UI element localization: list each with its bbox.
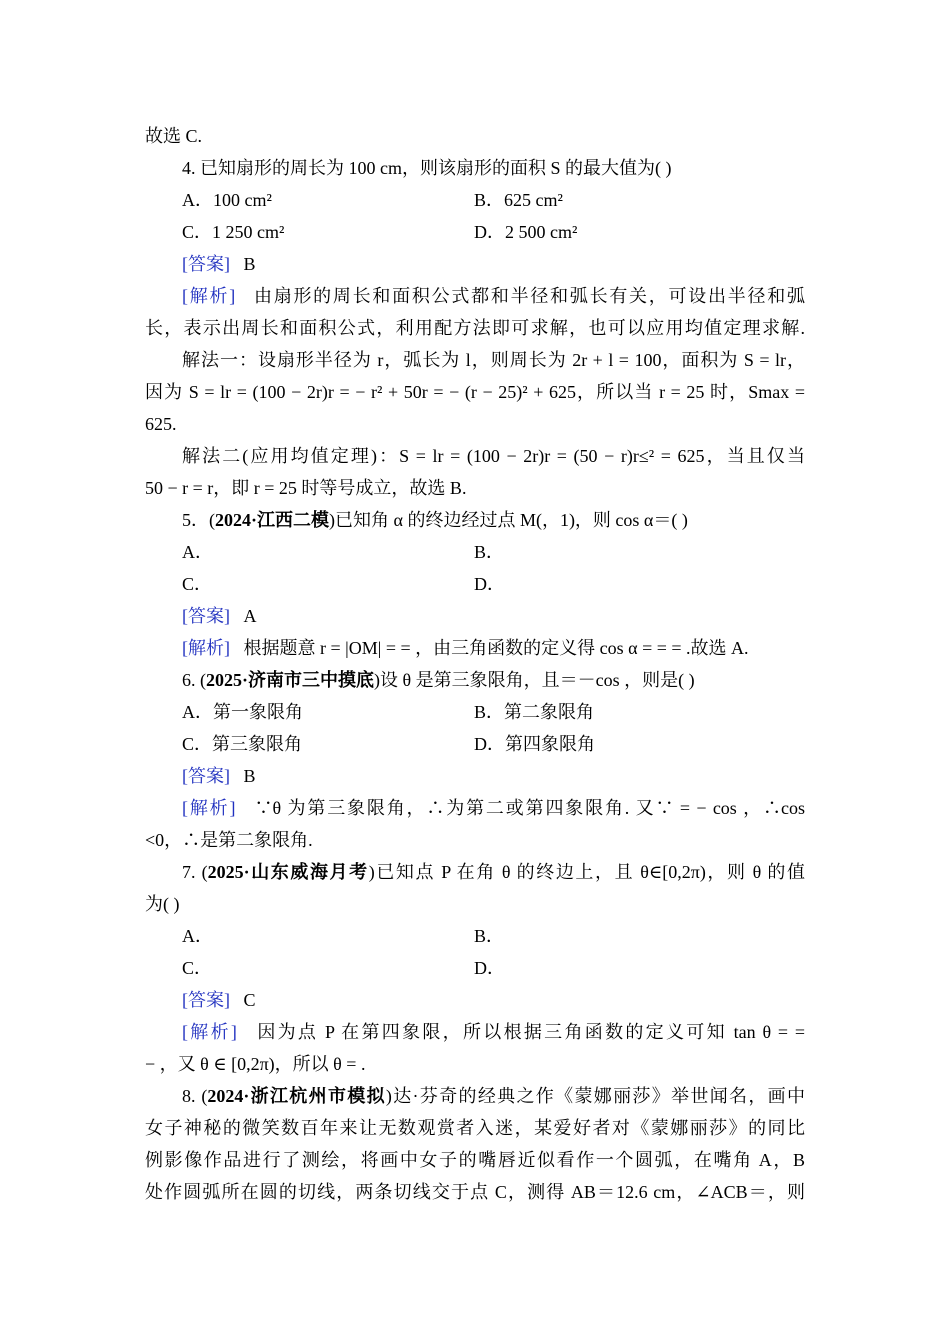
analysis-label: [解析] [182,638,230,658]
option-d: D． [474,574,505,594]
analysis-line: 50 − r = r，即 r = 25 时等号成立，故选 B. [145,478,467,498]
option-b: B．第二象限角 [474,702,595,722]
option-a: A．第一象限角 [182,702,303,722]
analysis-line: − ，又 θ ∈ [0,2π)，所以 θ = . [145,1054,366,1074]
answer-line [182,764,256,788]
answer-value: A [243,606,257,626]
answer-value: B [243,254,256,274]
question-5 [182,508,688,532]
analysis-line: 625. [145,414,177,434]
answer-value: C [243,990,256,1010]
answer-label: [答案] [182,254,230,274]
option-c: C． [182,574,213,594]
option-c: C．1 250 cm² [182,222,285,242]
analysis-label: [解析] [182,286,236,306]
option-d: D．2 500 cm² [474,222,578,242]
option-b: B． [474,926,505,946]
question-text: 为( ) [145,894,180,914]
text-line: 故选 C. [145,126,203,146]
question-source: 2025·山东威海月考 [207,862,369,882]
question-6 [182,668,695,692]
analysis-line: <0，∴是第二象限角. [145,830,313,850]
question-text: )达·芬奇的经典之作《蒙娜丽莎》举世闻名，画中 [385,1086,805,1106]
option-b: B． [474,542,505,562]
question-number: 7. ( [182,862,208,882]
question-7 [182,860,805,884]
option-a: A． [182,542,213,562]
question-number: 6. ( [182,670,206,690]
option-a: A． [182,926,213,946]
analysis-text: 由扇形的周长和面积公式都和半径和弧长有关，可设出半径和弧 [253,286,805,306]
answer-value: B [243,766,256,786]
answer-label: [答案] [182,990,230,1010]
analysis-text: 根据题意 r = |OM| = = ，由三角函数的定义得 cos α = = = .故选 A. [243,638,749,658]
analysis-label: [解析] [182,798,236,818]
answer-label: [答案] [182,606,230,626]
analysis-line [182,284,805,308]
option-a: A．100 cm² [182,190,272,210]
option-b: B．625 cm² [474,190,563,210]
question-number: 8. ( [182,1086,208,1106]
analysis-line: 解法一：设扇形半径为 r，弧长为 l，则周长为 2r + l = 100，面积为 S = lr， [182,350,805,370]
question-text: )已知点 P 在角 θ 的终边上，且 θ∈[0,2π)，则 θ 的值 [368,862,805,882]
question-source: 2024·浙江杭州市模拟 [207,1086,386,1106]
answer-label: [答案] [182,766,230,786]
analysis-line: 长，表示出周长和面积公式，利用配方法即可求解，也可以应用均值定理求解. [145,318,805,338]
question-text: 处作圆弧所在圆的切线，两条切线交于点 C，测得 AB＝12.6 cm，∠ACB＝，则 [145,1182,805,1202]
option-c: C． [182,958,213,978]
analysis-line: 解法二(应用均值定理)：S = lr = (100 − 2r)r = (50 − r)r≤² = 625，当且仅当 [182,446,805,466]
question-8 [182,1084,805,1108]
question-text: )已知角 α 的终边经过点 M(，1)，则 cos α＝( ) [329,510,688,530]
analysis-label: [解析] [182,1022,237,1042]
analysis-text: 因为点 P 在第四象限，所以根据三角函数的定义可知 tan θ = = [257,1022,805,1042]
question-text: 例影像作品进行了测绘，将画中女子的嘴唇近似看作一个圆弧，在嘴角 A，B [145,1150,805,1170]
answer-line [182,604,257,628]
analysis-line: 因为 S = lr = (100 − 2r)r = − r² + 50r = − (r − 25)² + 625，所以当 r = 25 时，Smax = [145,382,805,402]
analysis-line [182,1020,805,1044]
analysis-text: ∵θ 为第三象限角，∴为第二或第四象限角. 又∵ = − cos ，∴cos [254,798,805,818]
answer-line [182,252,256,276]
option-d: D．第四象限角 [474,734,595,754]
analysis-line [182,636,749,660]
option-c: C．第三象限角 [182,734,303,754]
question-text: 女子神秘的微笑数百年来让无数观赏者入迷，某爱好者对《蒙娜丽莎》的同比 [145,1118,805,1138]
answer-line [182,988,256,1012]
question-text: )设 θ 是第三象限角，且＝－cos ，则是( ) [374,670,695,690]
question-source: 2024·江西二模 [215,510,330,530]
question-4: 4. 已知扇形的周长为 100 cm，则该扇形的面积 S 的最大值为( ) [182,158,672,178]
question-number: 5．( [182,510,215,530]
question-source: 2025·济南市三中摸底 [206,670,375,690]
option-d: D． [474,958,505,978]
analysis-line [182,796,805,820]
